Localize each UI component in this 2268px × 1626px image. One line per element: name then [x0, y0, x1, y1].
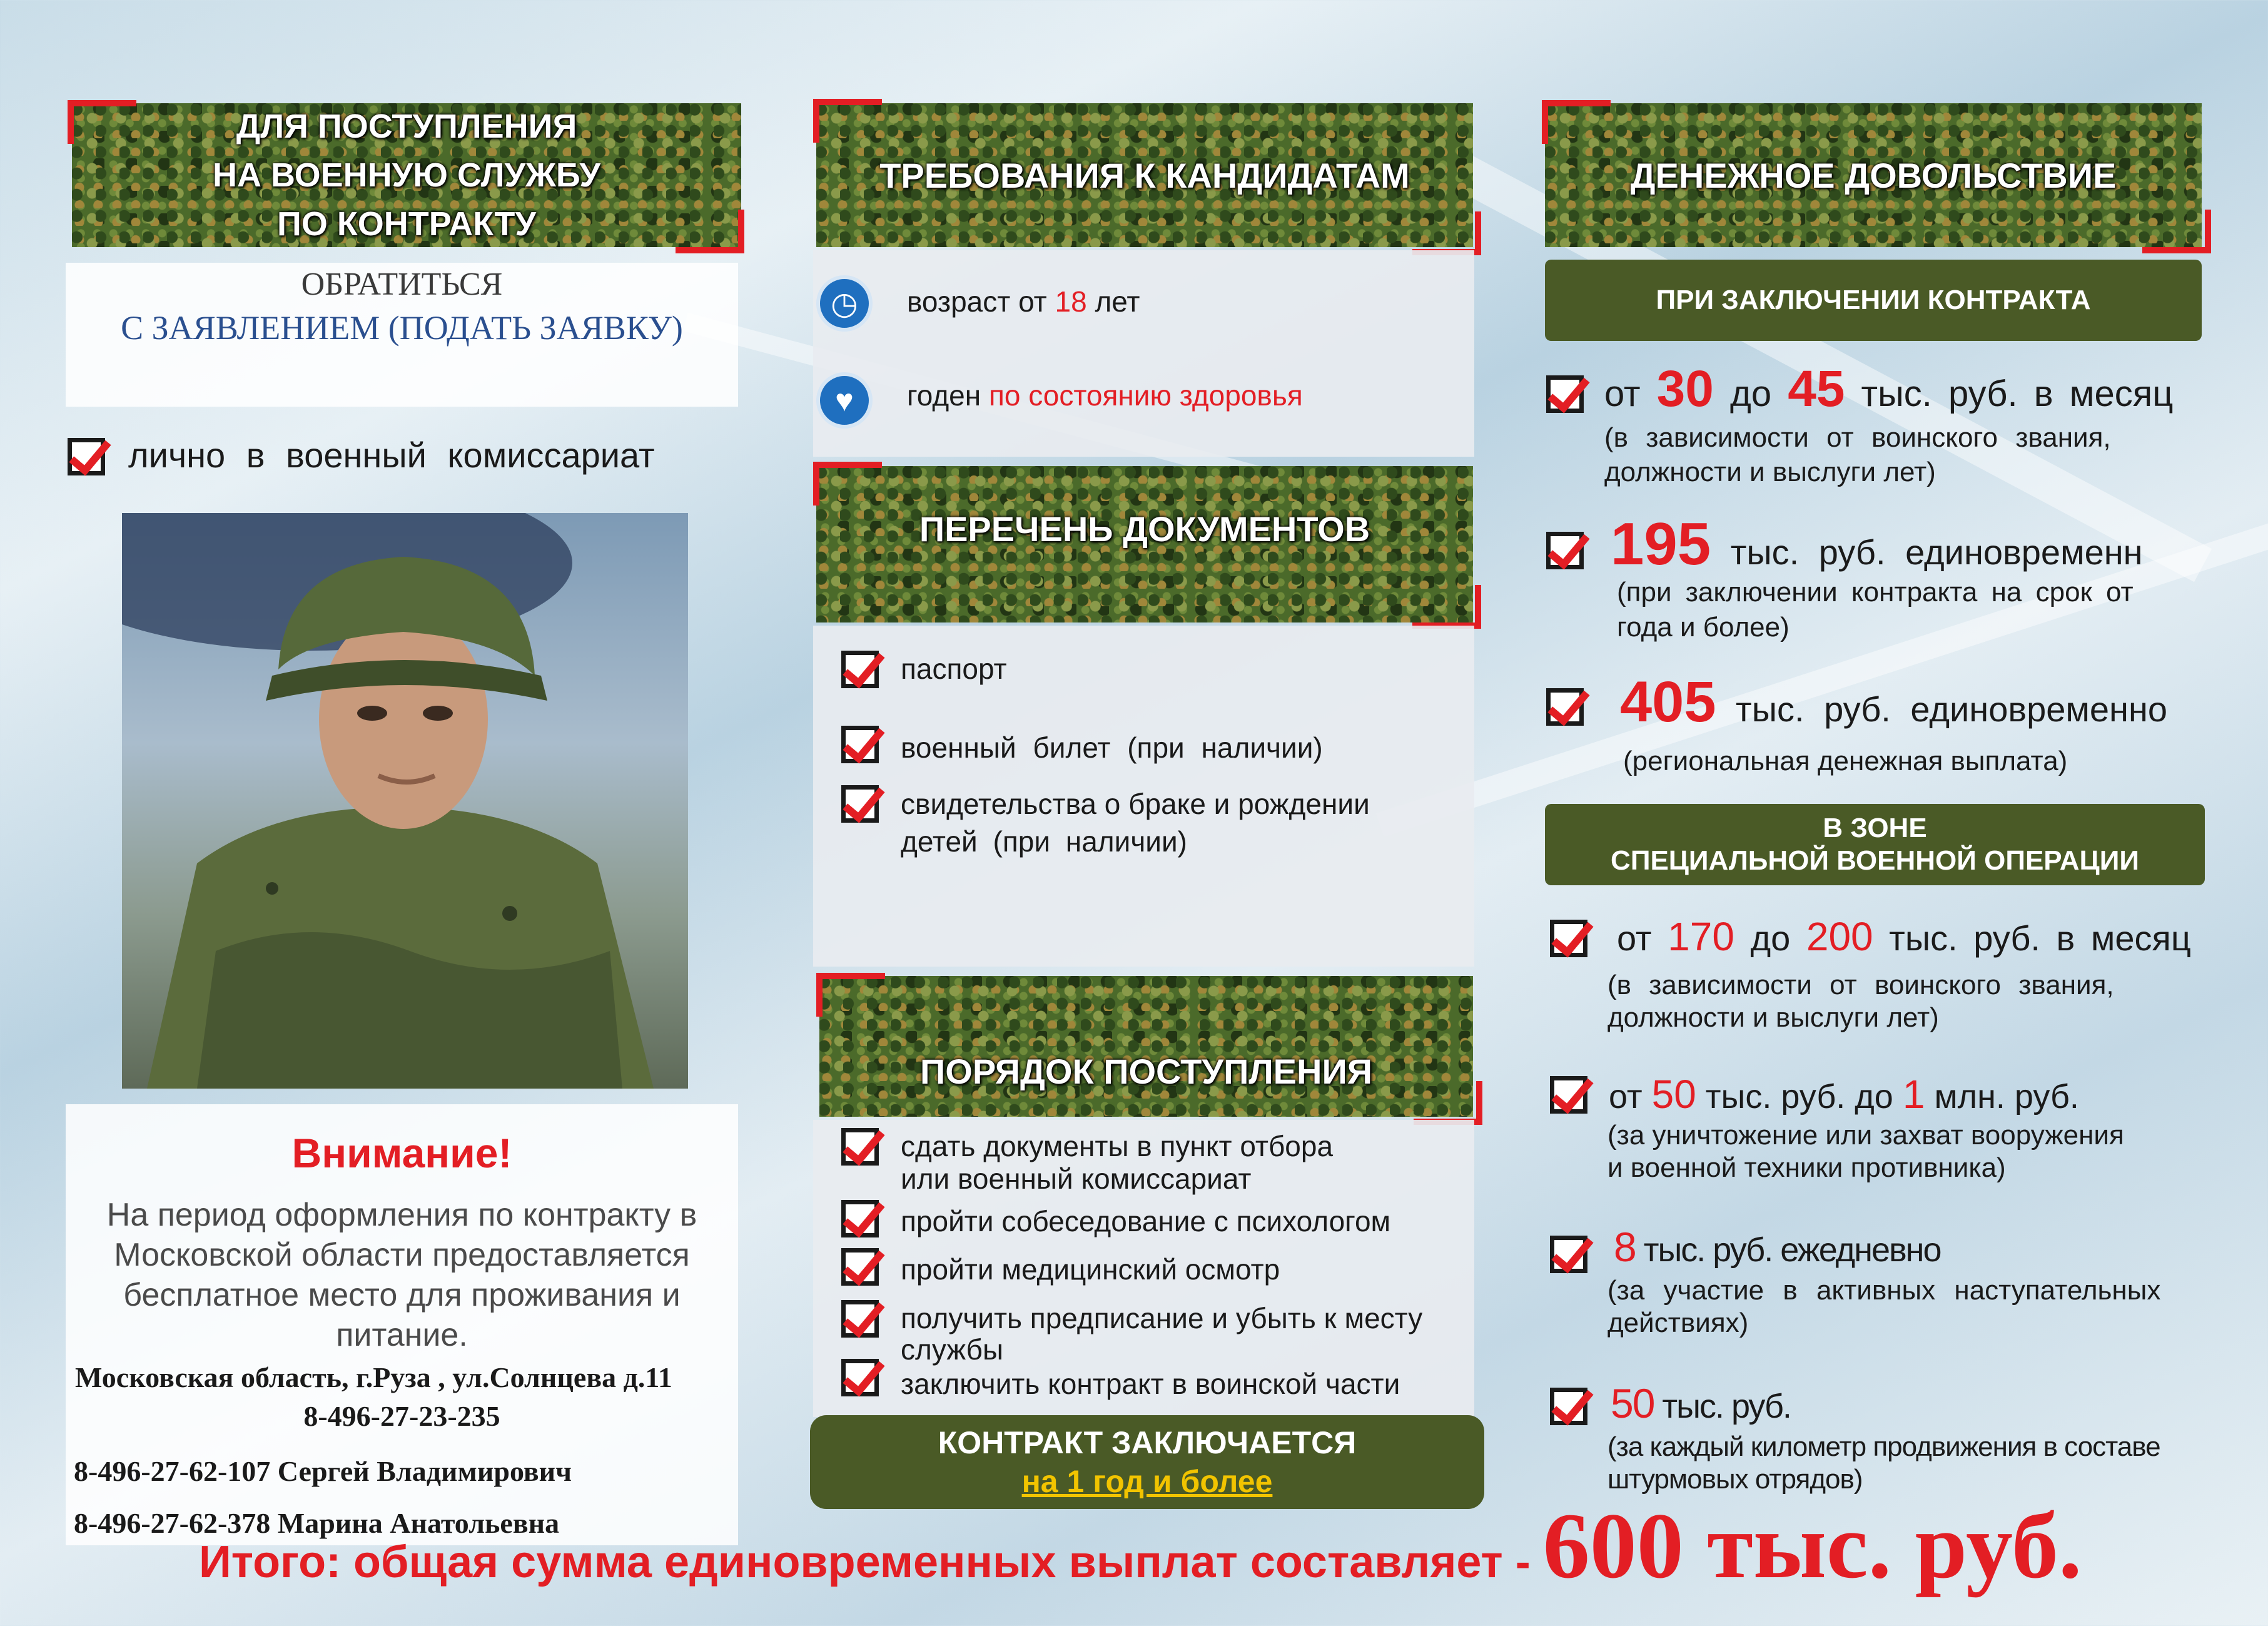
footer-text: Итого: общая сумма единовременных выплат составляет - — [199, 1537, 1543, 1587]
attention-line: питание. — [336, 1317, 468, 1353]
pay-note: (за уничтожение или захват вооружения — [1607, 1120, 2124, 1151]
checkbox-icon — [1550, 1076, 1587, 1114]
pay-regional-value: 405 — [1620, 670, 1716, 734]
pay-one-time-value: 195 — [1611, 511, 1711, 577]
pay-note: года и более) — [1617, 612, 1790, 643]
attention-line: бесплатное место для проживания и — [123, 1277, 681, 1313]
pay-from: от — [1604, 373, 1657, 414]
soldier-photo — [122, 513, 688, 1089]
pay-one-time-unit: тыс. руб. единовременн — [1711, 532, 2143, 572]
procedure-item: пройти собеседование с психологом — [901, 1205, 1391, 1237]
zone-from: от — [1617, 918, 1668, 958]
header-line: НА ВОЕННУЮ СЛУЖБУ — [213, 156, 600, 194]
procedure-item: получить предписание и убыть к месту — [901, 1302, 1423, 1334]
checkbox-icon — [841, 651, 879, 688]
checkbox-icon — [841, 1128, 879, 1166]
contact-phone[interactable]: 8-496-27-62-107 Сергей Владимирович — [74, 1455, 572, 1487]
checkbox-icon — [1546, 532, 1584, 569]
footer-total — [199, 1492, 2082, 1600]
pay-one-time-contract — [1611, 510, 2143, 579]
attention-line: На период оформления по контракту в — [106, 1197, 697, 1233]
pay-regional — [1620, 669, 2167, 735]
pay-unit: тыс. руб. в месяц — [1845, 373, 2174, 414]
zone-line: СПЕЦИАЛЬНОЙ ВОЕННОЙ ОПЕРАЦИИ — [1611, 845, 2139, 876]
checkbox-icon — [841, 1300, 879, 1338]
procedure-item: пройти медицинский осмотр — [901, 1253, 1280, 1286]
apply-line: С ЗАЯВЛЕНИЕМ (ПОДАТЬ ЗАЯВКУ) — [121, 309, 683, 347]
checkbox-icon — [841, 1248, 879, 1286]
red-corner — [2142, 210, 2211, 253]
pay-note: (за каждый километр продвижения в составе — [1607, 1431, 2160, 1462]
red-corner — [813, 99, 882, 143]
procedure-item: службы — [901, 1333, 1004, 1366]
pay-monthly — [1604, 360, 2173, 419]
header-contract-service — [72, 103, 741, 247]
red-corner — [816, 973, 885, 1017]
header-procedure: ПОРЯДОК ПОСТУПЛЕНИЯ — [819, 976, 1473, 1117]
pay-note: (при заключении контракта на срок от — [1617, 577, 2134, 607]
zone-per-km-unit: тыс. руб. — [1654, 1388, 1791, 1425]
red-corner — [676, 210, 744, 253]
red-corner — [1414, 1081, 1482, 1125]
req-health-value: по состоянию здоровья — [988, 379, 1303, 412]
attention-title: Внимание! — [291, 1130, 512, 1176]
zone-max: 200 — [1806, 914, 1873, 959]
document-item: детей (при наличии) — [901, 825, 1187, 858]
pay-note: (региональная денежная выплата) — [1623, 746, 2068, 776]
procedure-item: сдать документы в пункт отбора — [901, 1130, 1334, 1162]
req-age-suffix: лет — [1086, 285, 1140, 318]
pay-min: 30 — [1656, 360, 1714, 417]
zone-d-unit: млн. руб. — [1925, 1078, 2079, 1115]
pay-note: должности и выслуги лет) — [1607, 1002, 1939, 1033]
document-item: паспорт — [901, 653, 1007, 685]
pay-note: действиях) — [1607, 1308, 1749, 1338]
checkbox-icon — [1546, 375, 1584, 413]
zone-min: 170 — [1668, 914, 1734, 959]
attention-text — [66, 1195, 738, 1355]
zone-daily-value: 8 — [1614, 1224, 1636, 1270]
zone-d-mid: тыс. руб. до — [1696, 1078, 1903, 1115]
pay-note: (в зависимости от воинского звания, — [1607, 970, 2114, 1000]
zone-monthly — [1617, 913, 2191, 960]
address: Московская область, г.Руза , ул.Солнцева д.11 — [75, 1361, 672, 1393]
pay-to: до — [1713, 373, 1788, 414]
checkbox-icon — [841, 1200, 879, 1237]
req-health — [907, 379, 1303, 412]
zone-d-from: от — [1609, 1078, 1652, 1115]
header-pay: ДЕНЕЖНОЕ ДОВОЛЬСТВИЕ — [1545, 103, 2202, 247]
checkbox-icon — [841, 785, 879, 823]
pay-note: штурмовых отрядов) — [1607, 1464, 1863, 1495]
red-corner — [1542, 100, 1611, 144]
pay-note: и военной техники противника) — [1607, 1152, 2006, 1183]
zone-destruction — [1609, 1071, 2079, 1117]
header-requirements: ТРЕБОВАНИЯ К КАНДИДАТАМ — [816, 103, 1473, 247]
clock-icon: ◷ — [816, 275, 873, 332]
header-line: ПО КОНТРАКТУ — [277, 205, 536, 243]
pay-regional-unit: тыс. руб. единовременно — [1716, 689, 2168, 729]
checkbox-icon — [1546, 688, 1584, 726]
req-age-prefix: возраст от — [907, 285, 1055, 318]
procedure-item: заключить контракт в воинской части — [901, 1368, 1400, 1400]
req-age-value: 18 — [1055, 285, 1087, 318]
document-item: свидетельства о браке и рождении — [901, 788, 1370, 820]
apply-check-item: лично в военный комиссариат — [128, 435, 655, 475]
contract-term-title: КОНТРАКТ ЗАКЛЮЧАЕТСЯ — [938, 1425, 1357, 1460]
zone-subheader — [1545, 804, 2205, 885]
red-corner — [68, 100, 136, 144]
footer-total-value: 600 тыс. руб. — [1542, 1494, 2082, 1598]
zone-unit: тыс. руб. в месяц — [1873, 918, 2191, 958]
zone-per-km — [1611, 1380, 1791, 1427]
pay-note: должности и выслуги лет) — [1604, 457, 1936, 487]
checkbox-icon — [1550, 1236, 1587, 1273]
header-documents: ПЕРЕЧЕНЬ ДОКУМЕНТОВ — [816, 466, 1473, 622]
pay-note: (в зависимости от воинского звания, — [1604, 422, 2111, 453]
zone-daily-unit: тыс. руб. ежедневно — [1635, 1231, 1941, 1269]
heart-pulse-icon: ♥ — [816, 372, 873, 429]
zone-d-max: 1 — [1902, 1072, 1925, 1117]
checkbox-icon — [841, 1359, 879, 1396]
checkbox-icon — [68, 438, 105, 475]
document-item: военный билет (при наличии) — [901, 731, 1323, 764]
checkbox-icon — [1550, 1388, 1587, 1425]
contract-term-value: на 1 год и более — [1021, 1464, 1273, 1499]
zone-line: В ЗОНЕ — [1823, 813, 1927, 843]
zone-per-km-value: 50 — [1611, 1380, 1654, 1426]
phone-main[interactable]: 8-496-27-23-235 — [303, 1400, 500, 1432]
checkbox-icon — [1550, 920, 1587, 957]
procedure-item: или военный комиссариат — [901, 1162, 1252, 1195]
checkbox-icon — [841, 726, 879, 763]
attention-line: Московской области предоставляется — [114, 1237, 690, 1273]
contract-subheader: ПРИ ЗАКЛЮЧЕНИИ КОНТРАКТА — [1545, 260, 2202, 341]
soldier-illustration — [122, 513, 688, 1089]
zone-d-min: 50 — [1651, 1072, 1696, 1117]
apply-line: ОБРАТИТЬСЯ — [301, 267, 503, 302]
req-health-prefix: годен — [907, 379, 989, 412]
red-corner — [1412, 211, 1481, 255]
pay-note: (за участие в активных наступательных — [1607, 1275, 2161, 1306]
zone-daily — [1614, 1223, 1941, 1271]
pay-max: 45 — [1788, 360, 1845, 417]
red-corner — [813, 462, 882, 506]
red-corner — [1412, 585, 1481, 629]
req-age — [907, 285, 1140, 318]
requirements-panel — [813, 250, 1474, 457]
zone-to: до — [1734, 918, 1806, 958]
header-line: ДЛЯ ПОСТУПЛЕНИЯ — [236, 108, 577, 145]
contact-phone[interactable]: 8-496-27-62-378 Марина Анатольевна — [74, 1507, 560, 1539]
